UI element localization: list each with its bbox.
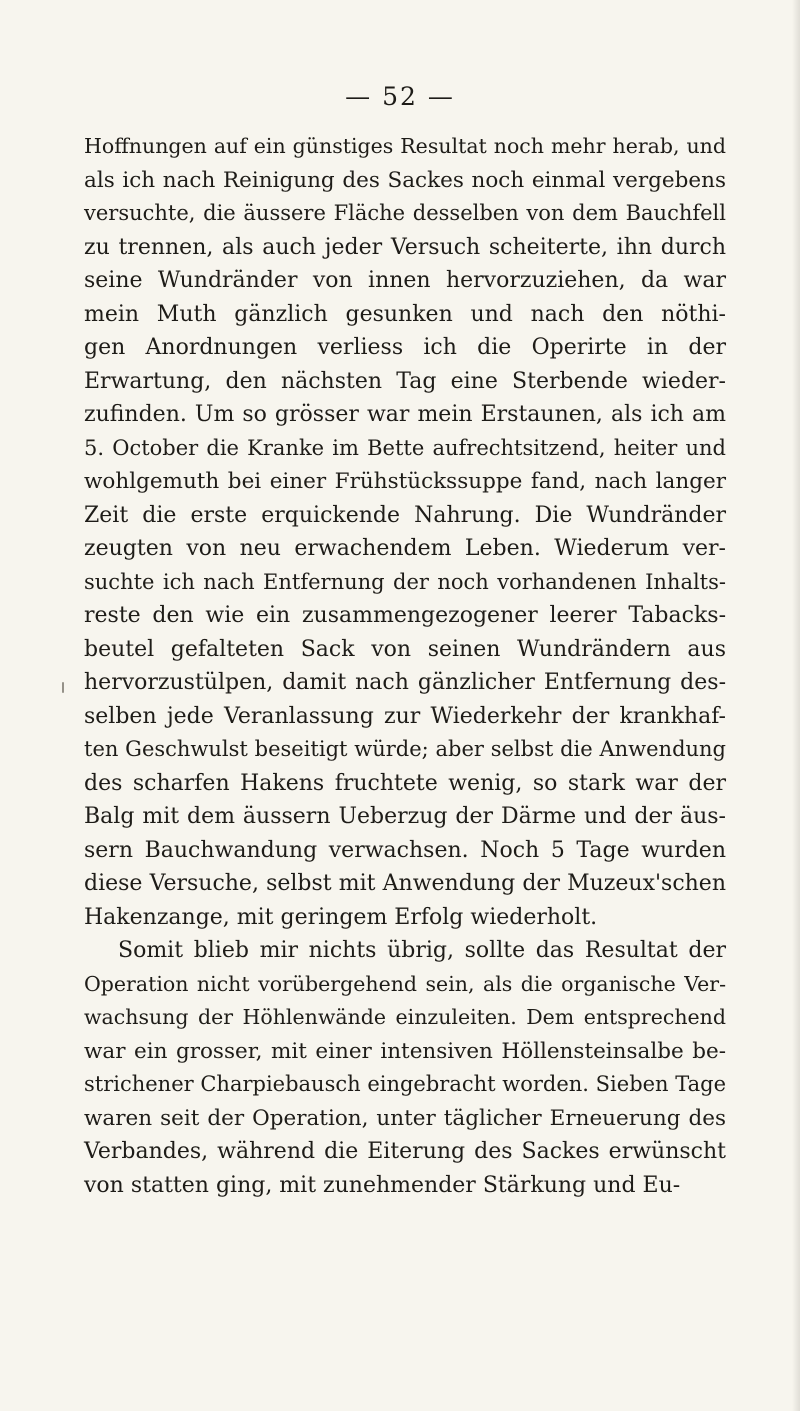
text-line: als ich nach Reinigung des Sackes noch einmal vergebens (84, 167, 726, 193)
text-line: ten Geschwulst beseitigt würde; aber selbst die Anwendung (84, 737, 726, 761)
text-line: des scharfen Hakens fruchtete wenig, so stark war der (84, 770, 726, 796)
margin-ink-mark (62, 682, 64, 693)
text-line: wachsung der Höhlenwände einzuleiten. Dem entsprechend (84, 1005, 726, 1029)
text-line: versuchte, die äussere Fläche desselben von dem Bauchfell (84, 201, 726, 225)
text-line: diese Versuche, selbst mit Anwendung der Muzeux'schen (84, 871, 726, 896)
text-line: zeugten von neu erwachendem Leben. Wiederum ver- (84, 536, 726, 561)
text-line: 5. October die Kranke im Bette aufrechtsitzend, heiter und (84, 435, 726, 460)
text-line: suchte ich nach Entfernung der noch vorhandenen Inhalts- (84, 569, 726, 594)
text-line: Hakenzange, mit geringem Erfolg wiederholt. (84, 904, 598, 930)
text-line: war ein grosser, mit einer intensiven Höllensteinsalbe be- (84, 1038, 726, 1064)
text-line: Balg mit dem äussern Ueberzug der Därme und der äus- (84, 804, 726, 829)
text-line: reste den wie ein zusammengezogener leerer Tabacks- (84, 603, 726, 628)
text-line: zu trennen, als auch jeder Versuch scheiterte, ihn durch (84, 234, 726, 260)
text-line: Erwartung, den nächsten Tag eine Sterbende wieder- (84, 368, 726, 394)
text-line: Verbandes, während die Eiterung des Sackes erwünscht (84, 1139, 726, 1164)
text-line: sern Bauchwandung verwachsen. Noch 5 Tage wurden (84, 837, 726, 863)
body-text (84, 130, 726, 1202)
text-line: Operation nicht vorübergehend sein, als die organische Ver- (84, 971, 726, 996)
text-line: seine Wundränder von innen hervorzuziehen, da war (84, 268, 726, 293)
page-edge-shadow (792, 0, 800, 1411)
text-line: Hoffnungen auf ein günstiges Resultat noch mehr herab, und (84, 134, 726, 158)
page-number: — 52 — (345, 82, 455, 111)
text-line: strichener Charpiebausch eingebracht worden. Sieben Tage (84, 1072, 727, 1096)
text-line: gen Anordnungen verliess ich die Operirte in der (84, 335, 726, 360)
text-line: Somit blieb mir nichts übrig, sollte das Resultat der (118, 938, 726, 963)
text-line: von statten ging, mit zunehmender Stärkung und Eu- (84, 1172, 681, 1198)
text-line: Zeit die erste erquickende Nahrung. Die Wundränder (84, 502, 726, 528)
text-line: zufinden. Um so grösser war mein Erstaunen, als ich am (84, 402, 726, 427)
text-line: hervorzustülpen, damit nach gänzlicher Entfernung des- (84, 670, 726, 695)
text-line: selben jede Veranlassung zur Wiederkehr der krankhaf- (84, 703, 726, 729)
text-line: beutel gefalteten Sack von seinen Wundrändern aus (84, 636, 726, 662)
text-line: wohlgemuth bei einer Frühstückssuppe fand, nach langer (84, 469, 726, 494)
text-line: mein Muth gänzlich gesunken und nach den nöthi- (84, 301, 726, 327)
text-line: waren seit der Operation, unter täglicher Erneuerung des (84, 1105, 726, 1131)
